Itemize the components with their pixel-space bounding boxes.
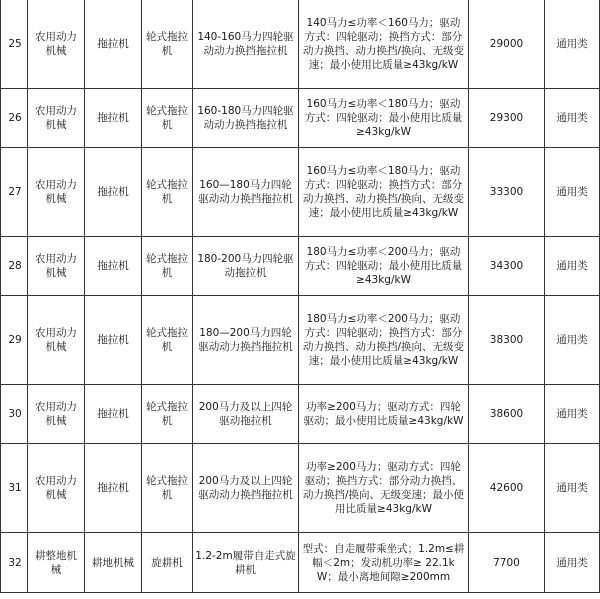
subcategory-cell: 拖拉机 <box>85 444 142 533</box>
table-row <box>1 89 600 148</box>
category-cell: 农用动力机械 <box>28 444 85 533</box>
spec-cell: 160马力≤功率＜180马力；驱动方式：四轮驱动；最小使用比质量≥43kg/kW <box>299 89 469 148</box>
item-name-cell: 180-200马力四轮驱动拖拉机 <box>193 237 299 296</box>
price-cell: 33300 <box>469 148 545 237</box>
table-row <box>1 385 600 444</box>
spec-cell: 160马力≤功率＜180马力；驱动方式：四轮驱动；换挡方式：部分动力换挡、动力换挡/换向、无级变速；最小使用比质量≥43kg/kW <box>299 148 469 237</box>
class-cell: 通用类 <box>545 385 600 444</box>
table-row <box>1 0 600 89</box>
subcategory-cell: 拖拉机 <box>85 237 142 296</box>
subcategory-cell: 拖拉机 <box>85 296 142 385</box>
table-row <box>1 148 600 237</box>
table-row <box>1 533 600 593</box>
row-number: 29 <box>1 296 28 385</box>
table-row <box>1 444 600 533</box>
class-cell: 通用类 <box>545 296 600 385</box>
row-number: 27 <box>1 148 28 237</box>
category-cell: 耕整地机械 <box>28 533 85 593</box>
item-name-cell: 200马力及以上四轮驱动动力换挡拖拉机 <box>193 444 299 533</box>
item-name-cell: 180—200马力四轮驱动动力换挡拖拉机 <box>193 296 299 385</box>
item-name-cell: 160-180马力四轮驱动动力换挡拖拉机 <box>193 89 299 148</box>
type-cell: 旋耕机 <box>142 533 193 593</box>
price-cell: 7700 <box>469 533 545 593</box>
type-cell: 轮式拖拉机 <box>142 89 193 148</box>
table-row <box>1 237 600 296</box>
class-cell: 通用类 <box>545 0 600 89</box>
class-cell: 通用类 <box>545 237 600 296</box>
type-cell: 轮式拖拉机 <box>142 296 193 385</box>
subcategory-cell: 拖拉机 <box>85 0 142 89</box>
type-cell: 轮式拖拉机 <box>142 237 193 296</box>
category-cell: 农用动力机械 <box>28 385 85 444</box>
spec-cell: 180马力≤功率＜200马力；驱动方式：四轮驱动；最小使用比质量≥43kg/kW <box>299 237 469 296</box>
table-row <box>1 296 600 385</box>
class-cell: 通用类 <box>545 148 600 237</box>
subcategory-cell: 拖拉机 <box>85 148 142 237</box>
item-name-cell: 140-160马力四轮驱动动力换挡拖拉机 <box>193 0 299 89</box>
type-cell: 轮式拖拉机 <box>142 444 193 533</box>
price-cell: 42600 <box>469 444 545 533</box>
item-name-cell: 160—180马力四轮驱动动力换挡拖拉机 <box>193 148 299 237</box>
type-cell: 轮式拖拉机 <box>142 148 193 237</box>
subcategory-cell: 耕地机械 <box>85 533 142 593</box>
category-cell: 农用动力机械 <box>28 296 85 385</box>
price-cell: 29000 <box>469 0 545 89</box>
spec-cell: 型式：自走履带乘坐式；1.2m≤耕幅＜2m；发动机功率≥ 22.1kW；最小离地间隙≥200mm <box>299 533 469 593</box>
row-number: 32 <box>1 533 28 593</box>
category-cell: 农用动力机械 <box>28 148 85 237</box>
type-cell: 轮式拖拉机 <box>142 0 193 89</box>
price-cell: 38300 <box>469 296 545 385</box>
spec-cell: 140马力≤功率＜160马力；驱动方式：四轮驱动；换挡方式：部分动力换挡、动力换挡/换向、无级变速；最小使用比质量≥43kg/kW <box>299 0 469 89</box>
price-cell: 29300 <box>469 89 545 148</box>
item-name-cell: 200马力及以上四轮驱动拖拉机 <box>193 385 299 444</box>
row-number: 31 <box>1 444 28 533</box>
class-cell: 通用类 <box>545 89 600 148</box>
row-number: 28 <box>1 237 28 296</box>
subcategory-cell: 拖拉机 <box>85 385 142 444</box>
row-number: 30 <box>1 385 28 444</box>
category-cell: 农用动力机械 <box>28 237 85 296</box>
row-number: 26 <box>1 89 28 148</box>
spec-cell: 180马力≤功率＜200马力；驱动方式：四轮驱动；换挡方式：部分动力换挡、动力换挡/换向、无级变速；最小使用比质量≥43kg/kW <box>299 296 469 385</box>
subcategory-cell: 拖拉机 <box>85 89 142 148</box>
row-number: 25 <box>1 0 28 89</box>
class-cell: 通用类 <box>545 444 600 533</box>
spec-cell: 功率≥200马力；驱动方式：四轮驱动；最小使用比质量≥43kg/kW <box>299 385 469 444</box>
category-cell: 农用动力机械 <box>28 0 85 89</box>
item-name-cell: 1.2-2m履带自走式旋耕机 <box>193 533 299 593</box>
spec-cell: 功率≥200马力；驱动方式：四轮驱动；换挡方式：部分动力换挡、动力换挡/换向、无级变速；最小使用比质量≥43kg/kW <box>299 444 469 533</box>
class-cell: 通用类 <box>545 533 600 593</box>
category-cell: 农用动力机械 <box>28 89 85 148</box>
price-cell: 38600 <box>469 385 545 444</box>
price-cell: 34300 <box>469 237 545 296</box>
type-cell: 轮式拖拉机 <box>142 385 193 444</box>
